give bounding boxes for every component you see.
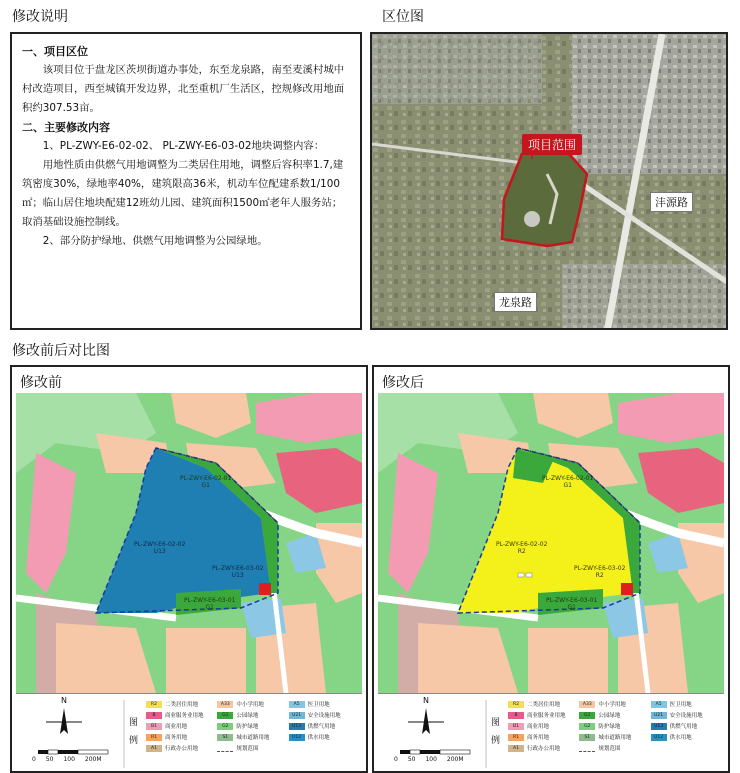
before-legend [16,693,362,773]
before-legend-text: 商业服务业用地 [165,713,204,719]
after-map [378,393,724,693]
before-legend-item [217,744,284,752]
section-2-item-2: 2、部分防护绿地、供燃气用地调整为公园绿地。 [42,235,268,247]
after-parcel-label-3: PL-ZWY-E6-03-02 R2 [574,565,626,579]
before-legend-item [146,711,213,719]
section-1-heading: 一、项目区位 [22,45,88,58]
section-2-item-1-detail: 用地性质由供燃气用地调整为二类居住用地，调整后容积率1.7,建筑密度30%，绿地率40%，建筑限高36米，机动车位配建系数1/100㎡；临山居住地块配建12班幼儿园、建筑面积1500㎡老年人服务站；取消基础设施控制线。 [22,159,344,228]
after-legend-item [579,744,646,752]
after-legend-item [508,744,575,752]
after-legend-item [508,722,575,730]
before-legend-text: 供水用地 [307,735,330,741]
after-legend [378,693,724,773]
before-legend-text: 公园绿地 [236,713,259,719]
after-legend-text: 医卫用地 [669,702,692,708]
before-legend-swatch: G2 [217,723,233,730]
after-parcel-label-4: PL-ZWY-E6-03-01 G1 [546,597,598,611]
after-legend-swatch: B [508,712,524,719]
before-legend-text: 商务用地 [165,735,188,741]
before-legend-text: 城市道路用地 [236,735,270,741]
location-heading: 区位图 [382,9,424,25]
before-scale-labels: 0 50 100 200M [32,756,102,763]
before-parcel-label-2: PL-ZWY-E6-02-02 U13 [134,541,186,555]
after-panel [372,365,730,773]
after-legend-item [651,711,718,719]
after-legend-item [508,700,575,708]
after-legend-swatch: A33 [579,701,595,708]
after-legend-text: 防护绿地 [598,724,621,730]
after-legend-text: 供水用地 [669,735,692,741]
after-legend-item [579,733,646,741]
before-legend-text: 二类居住用地 [165,702,199,708]
description-heading: 修改说明 [12,9,68,25]
after-legend-swatch: R2 [508,701,524,708]
after-legend-item [651,700,718,708]
before-legend-title: 图例 [129,718,139,746]
before-panel [10,365,368,773]
before-legend-swatch: G1 [217,712,233,719]
before-legend-item [217,711,284,719]
after-legend-item [508,733,575,741]
after-legend-items [508,700,718,752]
before-legend-item [146,722,213,730]
before-legend-text: 供燃气用地 [307,724,336,730]
before-parcel-label-4: PL-ZWY-E6-03-01 G1 [184,597,236,611]
before-legend-swatch: R2 [146,701,162,708]
comparison-section [10,365,730,773]
after-legend-item [508,711,575,719]
before-legend-swatch: A5 [289,701,305,708]
before-legend-item [217,722,284,730]
after-legend-swatch: U13 [651,723,667,730]
before-legend-item [217,733,284,741]
after-legend-item [579,700,646,708]
after-legend-swatch [579,745,595,752]
section-2-item-1: 1、PL-ZWY-E6-02-02、 PL-ZWY-E6-03-02地块调整内容： [42,140,325,152]
after-legend-text: 中小学用地 [598,702,626,708]
before-land-use-map [16,393,362,693]
before-legend-swatch: S1 [217,734,233,741]
after-legend-text: 规划范围 [598,746,621,752]
before-legend-swatch [217,745,233,752]
section-2-heading: 二、主要修改内容 [22,121,110,134]
before-legend-swatch: U21 [289,712,305,719]
after-legend-swatch: A1 [508,745,524,752]
section-1-text: 该项目位于盘龙区茨坝街道办事处，东至龙泉路，南至麦溪村城中村改造项目，西至城镇开发边界，北至重机厂生活区，控规修改用地面积约307.53亩。 [22,64,345,114]
after-legend-item [579,722,646,730]
before-legend-item [289,700,356,708]
before-legend-items [146,700,356,752]
satellite-image [372,34,728,330]
road-label-fengyuan: 沣源路 [650,192,693,212]
after-legend-swatch: G2 [579,723,595,730]
after-legend-title: 图例 [491,718,501,746]
before-legend-swatch: U13 [289,723,305,730]
before-title: 修改前 [20,375,62,391]
before-legend-text: 中小学用地 [236,702,264,708]
after-legend-swatch: B1 [508,723,524,730]
before-legend-text: 规划范围 [236,746,259,752]
before-legend-item [289,711,356,719]
after-legend-text: 商业服务业用地 [527,713,566,719]
before-legend-swatch: A33 [217,701,233,708]
after-legend-text: 城市道路用地 [598,735,632,741]
description-box [10,32,362,330]
before-parcel-label-1: PL-ZWY-E6-02-01 G1 [180,475,232,489]
before-parcel-label-3: PL-ZWY-E6-03-02 U13 [212,565,264,579]
before-legend-swatch: U12 [289,734,305,741]
before-legend-text: 医卫用地 [307,702,330,708]
after-legend-text: 商业用地 [527,724,550,730]
before-legend-item [146,744,213,752]
after-legend-item [651,722,718,730]
after-north-label: N [423,696,429,705]
after-legend-swatch: U12 [651,734,667,741]
before-north-label: N [61,696,67,705]
before-legend-text: 防护绿地 [236,724,259,730]
before-map [16,393,362,693]
after-legend-swatch: U21 [651,712,667,719]
after-legend-text: 供燃气用地 [669,724,698,730]
after-parcel-label-2: PL-ZWY-E6-02-02 R2 [496,541,548,555]
before-legend-text: 商业用地 [165,724,188,730]
after-legend-item [651,733,718,741]
after-land-use-map [378,393,724,693]
after-legend-swatch: S1 [579,734,595,741]
after-legend-text: 安全设施用地 [669,713,703,719]
road-label-longquan: 龙泉路 [494,292,537,312]
before-legend-swatch: A1 [146,745,162,752]
before-legend-swatch: B1 [146,723,162,730]
after-legend-text: 二类居住用地 [527,702,561,708]
after-legend-text: 公园绿地 [598,713,621,719]
after-parcel-label-1: PL-ZWY-E6-02-01 G1 [542,475,594,489]
before-legend-swatch: R1 [146,734,162,741]
before-legend-item [146,733,213,741]
before-legend-item [217,700,284,708]
before-legend-swatch: B [146,712,162,719]
after-legend-item [579,711,646,719]
after-title: 修改后 [382,375,424,391]
after-legend-text: 商务用地 [527,735,550,741]
project-scope-label: 项目范围 [522,134,582,155]
after-scale-labels: 0 50 100 200M [394,756,464,763]
before-legend-item [146,700,213,708]
before-legend-item [289,733,356,741]
before-legend-text: 行政办公用地 [165,746,199,752]
comparison-heading: 修改前后对比图 [12,343,110,359]
after-legend-swatch: R1 [508,734,524,741]
after-legend-swatch: G1 [579,712,595,719]
after-legend-text: 行政办公用地 [527,746,561,752]
after-legend-swatch: A5 [651,701,667,708]
before-legend-text: 安全设施用地 [307,713,341,719]
before-legend-item [289,722,356,730]
location-map [370,32,728,330]
